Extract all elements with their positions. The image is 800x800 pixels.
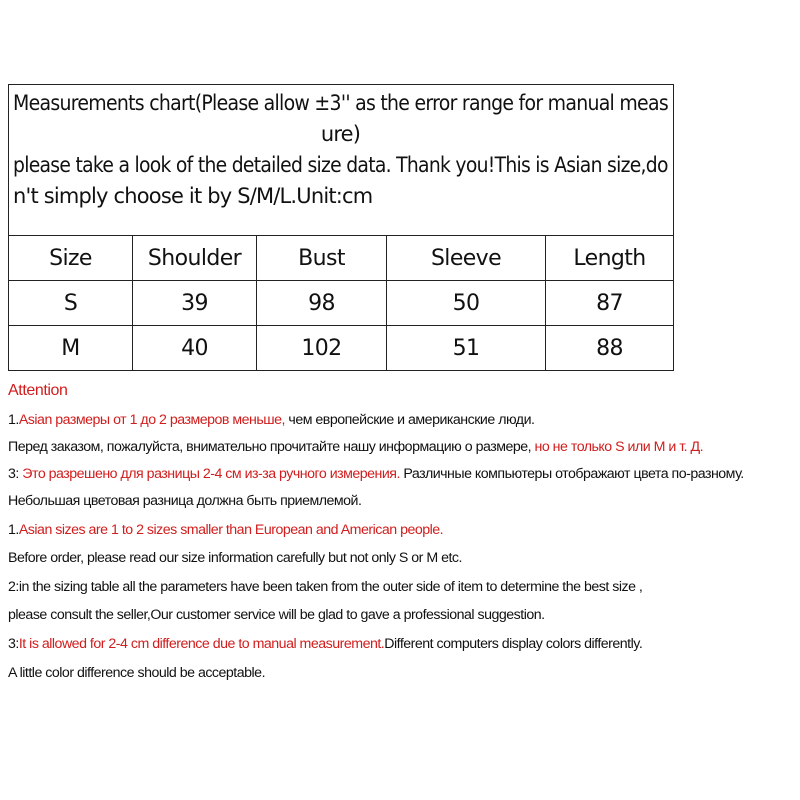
note-text: Different computers display colors differently. [384,636,643,652]
cell-length: 87 [546,281,674,326]
note-en-4: please consult the seller,Our customer service will be glad to gave a professional suggestion. [8,607,545,623]
note-en-2: Before order, please read our size information carefully but not only S or M etc. [8,550,462,566]
note-highlight: Asian sizes are 1 to 2 sizes smaller than European and American people. [18,522,444,538]
attention-heading: Attention [8,382,68,399]
note-ru-1 [8,412,534,428]
note-en-3: 2:in the sizing table all the parameters have been taken from the outer side of item to determine the best size , [8,579,643,595]
cell-size: M [9,326,133,371]
note-highlight: Это разрешено для разницы 2-4 см из-за ручного измерения. [22,466,400,482]
cell-sleeve: 50 [387,281,546,326]
column-header-shoulder: Shoulder [133,236,257,281]
column-header-sleeve: Sleeve [387,236,546,281]
header-line-2: ure) [320,122,361,146]
note-ru-3 [8,466,744,482]
note-en-5 [8,636,642,652]
note-text: Различные компьютеры отображают цвета по-разному. [399,466,744,482]
note-prefix: 3: [8,466,23,482]
note-en-1 [8,522,443,538]
size-table [8,84,674,371]
note-ru-4: Небольшая цветовая разница должна быть приемлемой. [8,493,362,509]
header-line-3: please take a look of the detailed size data. Thank you!This is Asian size,do [13,153,668,177]
header-line-1: Measurements chart(Please allow ±3'' as the error range for manual meas [13,91,668,115]
note-text: чем европейские и американские люди. [284,412,535,428]
note-highlight: Asian размеры от 1 до 2 размеров меньше, [18,412,285,428]
header-line-4: n't simply choose it by S/M/L.Unit:cm [13,184,373,208]
table-row [9,281,674,326]
column-header-bust: Bust [257,236,387,281]
table-row [9,326,674,371]
note-prefix: 1. [8,412,19,428]
cell-sleeve: 51 [387,326,546,371]
cell-bust: 102 [257,326,387,371]
note-en-6: A little color difference should be acceptable. [8,665,266,681]
note-highlight: но не только S или M и т. Д. [534,439,704,455]
cell-size: S [9,281,133,326]
column-header-size: Size [9,236,133,281]
cell-length: 88 [546,326,674,371]
column-header-length: Length [546,236,674,281]
size-chart [8,84,673,371]
note-prefix: 1. [8,522,19,538]
note-prefix: 3: [8,636,19,652]
chart-header [9,85,674,236]
table-header-row [9,236,674,281]
note-highlight: It is allowed for 2-4 cm difference due to manual measurement. [18,636,385,652]
note-ru-2 [8,439,703,455]
note-text: Перед заказом, пожалуйста, внимательно прочитайте нашу информацию о размере, [8,439,535,455]
cell-bust: 98 [257,281,387,326]
cell-shoulder: 40 [133,326,257,371]
cell-shoulder: 39 [133,281,257,326]
